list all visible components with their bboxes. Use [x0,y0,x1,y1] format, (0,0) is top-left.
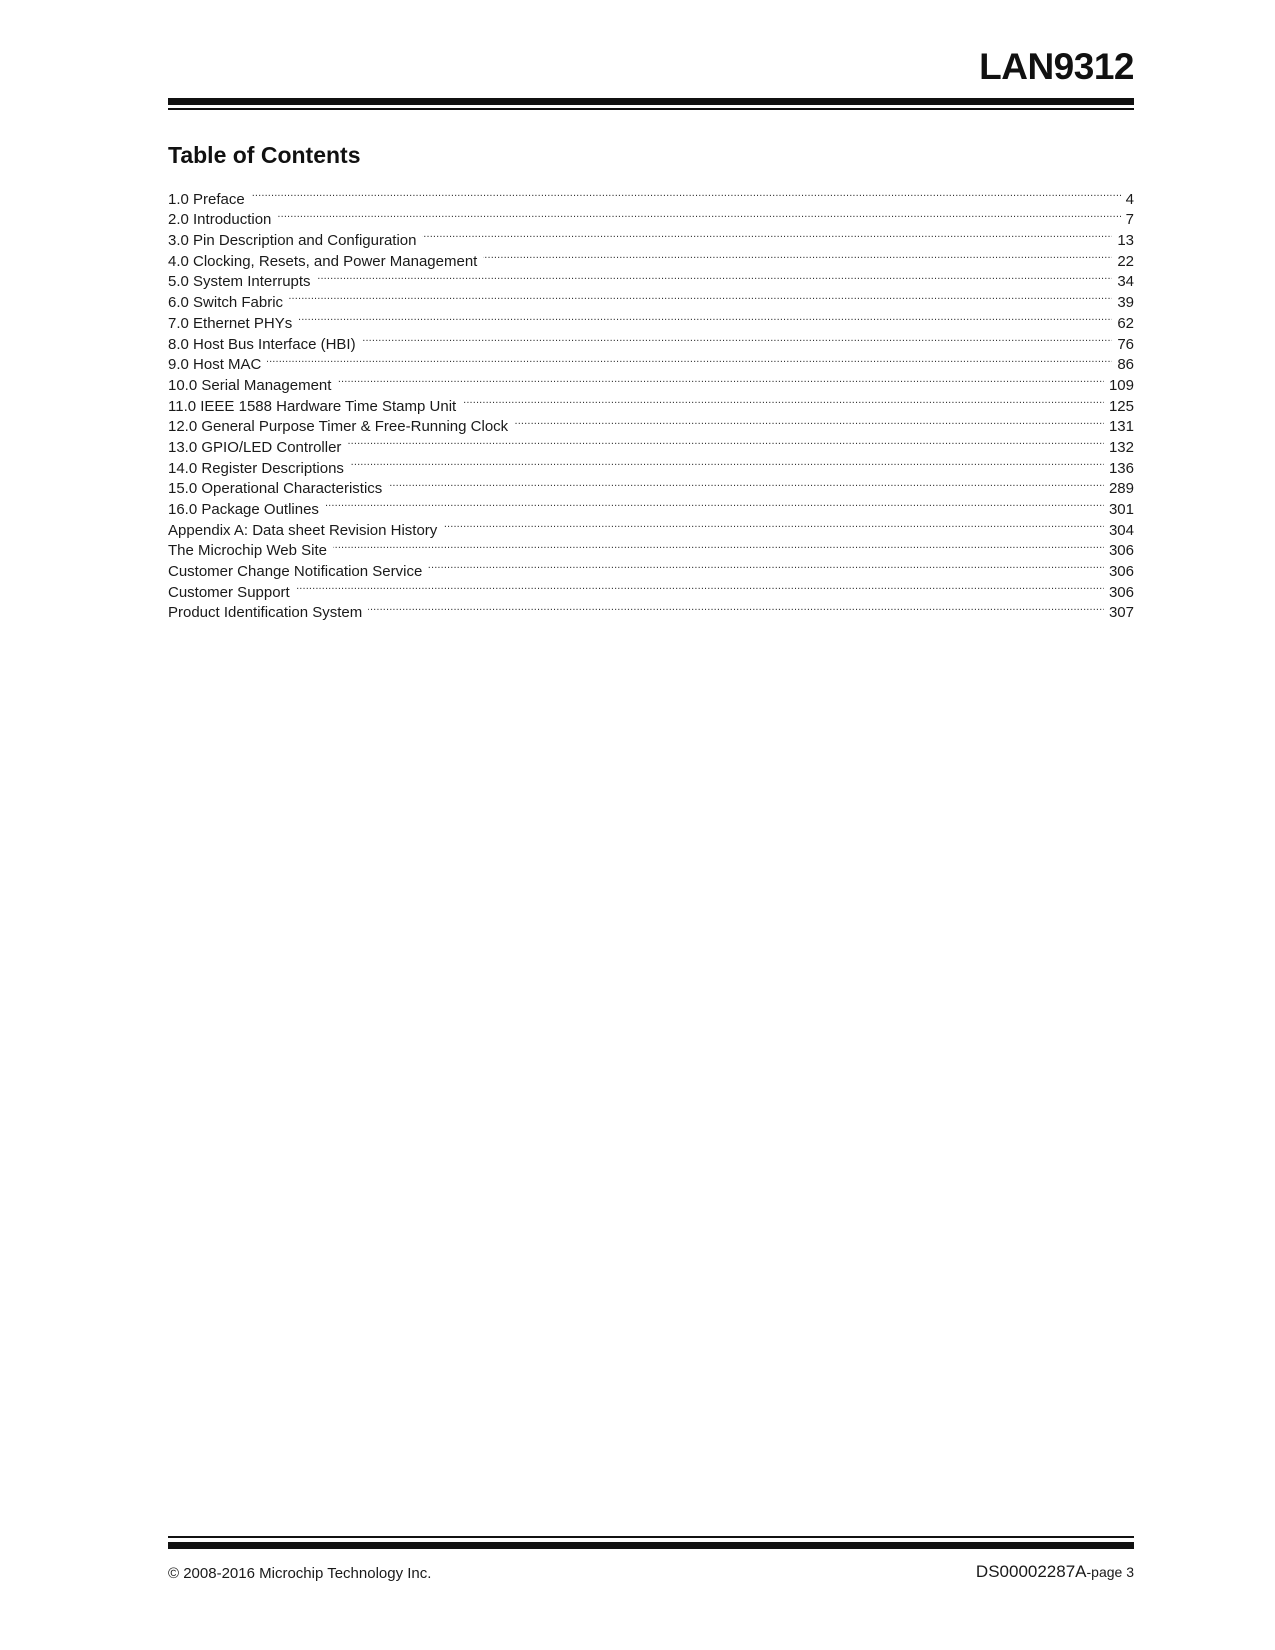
toc-leader-dots [483,245,1112,266]
toc-entry-page: 306 [1108,542,1134,560]
toc-entry-title: 6.0 Switch Fabric [168,294,284,312]
toc-entry-title: Appendix A: Data sheet Revision History [168,521,438,539]
document-number: DS00002287A [975,1562,1087,1581]
footer-rule-thick [168,1542,1134,1549]
toc-entry-title: 2.0 Introduction [168,211,272,229]
toc-leader-dots [267,349,1112,370]
toc-entry-title: The Microchip Web Site [168,542,327,560]
toc-entry[interactable] [168,349,1134,374]
header-rule-thin [168,108,1134,110]
toc-entry-page: 7 [1125,211,1134,229]
toc-entry-page: 125 [1108,397,1134,415]
toc-entry-title: 5.0 System Interrupts [168,273,311,291]
toc-entry-page: 39 [1117,294,1134,312]
page-footer-id [976,1562,1134,1582]
toc-entry-page: 76 [1117,335,1134,353]
toc-entry[interactable] [168,204,1134,229]
toc-entry[interactable] [168,183,1134,208]
copyright-notice: © 2008-2016 Microchip Technology Inc. [168,1565,432,1582]
toc-entry[interactable] [168,286,1134,312]
toc-entry-title: Product Identification System [168,604,363,622]
toc-leader-dots [296,576,1104,597]
toc-entry-title: 11.0 IEEE 1588 Hardware Time Stamp Unit [168,397,457,415]
page-number-label: -page 3 [1086,1564,1134,1580]
toc-entry-title: 10.0 Serial Management [168,376,332,394]
toc-entry-title: 15.0 Operational Characteristics [168,480,383,498]
toc-entry-page: 22 [1117,252,1134,270]
toc-leader-dots [289,286,1112,307]
toc-entry-title: 8.0 Host Bus Interface (HBI) [168,335,356,353]
toc-entry-title: 16.0 Package Outlines [168,501,319,518]
toc-entry-page: 307 [1108,604,1134,622]
toc-leader-dots [350,452,1104,473]
toc-leader-dots [388,473,1104,494]
toc-entry[interactable] [168,307,1134,332]
toc-leader-dots [337,369,1104,390]
toc-entry-title: 13.0 GPIO/LED Controller [168,438,342,456]
toc-leader-dots [462,390,1104,411]
toc-entry-page: 136 [1108,459,1134,477]
toc-leader-dots [333,535,1104,556]
toc-entry-page: 289 [1108,480,1134,498]
toc-leader-dots [251,183,1121,204]
toc-entry-page: 109 [1108,376,1134,394]
toc-leader-dots [325,493,1104,514]
toc-entry-title: 12.0 General Purpose Timer & Free-Running Clock [168,418,509,436]
document-title: LAN9312 [979,46,1134,87]
toc-leader-dots [298,307,1112,328]
toc-leader-dots [317,266,1113,287]
toc-entry-title: 4.0 Clocking, Resets, and Power Management [168,252,478,270]
toc-entry-title: 14.0 Register Descriptions [168,459,344,477]
toc-entry-title: 9.0 Host MAC [168,356,262,374]
toc-entry-title: Customer Change Notification Service [168,563,423,581]
footer-rule-thin [168,1536,1134,1538]
toc-entry-page: 306 [1108,563,1134,581]
toc-entry-page: 62 [1117,314,1134,332]
toc-entry-page: 34 [1117,273,1134,291]
toc-leader-dots [443,514,1104,535]
toc-entry[interactable] [168,328,1134,353]
toc-list [168,183,1134,622]
toc-entry-page: 132 [1108,438,1134,456]
toc-entry-page: 304 [1108,521,1134,539]
toc-entry[interactable] [168,597,1134,622]
toc-entry-page: 301 [1108,501,1134,518]
toc-leader-dots [428,555,1104,576]
toc-entry-page: 13 [1117,232,1134,250]
toc-entry[interactable] [168,576,1134,601]
toc-entry[interactable] [168,224,1134,250]
toc-leader-dots [362,328,1113,349]
toc-entry[interactable] [168,369,1134,394]
toc-entry-page: 86 [1117,356,1134,374]
toc-leader-dots [277,204,1120,225]
toc-entry-page: 131 [1108,418,1134,436]
toc-leader-dots [368,597,1104,618]
toc-leader-dots [514,411,1104,432]
toc-leader-dots [422,224,1112,245]
toc-entry-page: 4 [1125,190,1134,208]
toc-leader-dots [347,431,1104,452]
toc-entry-page: 306 [1108,583,1134,601]
toc-entry-title: 3.0 Pin Description and Configuration [168,232,417,250]
toc-entry-title: 1.0 Preface [168,190,245,208]
header-rule-thick [168,98,1134,105]
toc-entry-title: 7.0 Ethernet PHYs [168,314,293,332]
toc-heading: Table of Contents [168,142,361,168]
toc-entry-title: Customer Support [168,583,290,601]
